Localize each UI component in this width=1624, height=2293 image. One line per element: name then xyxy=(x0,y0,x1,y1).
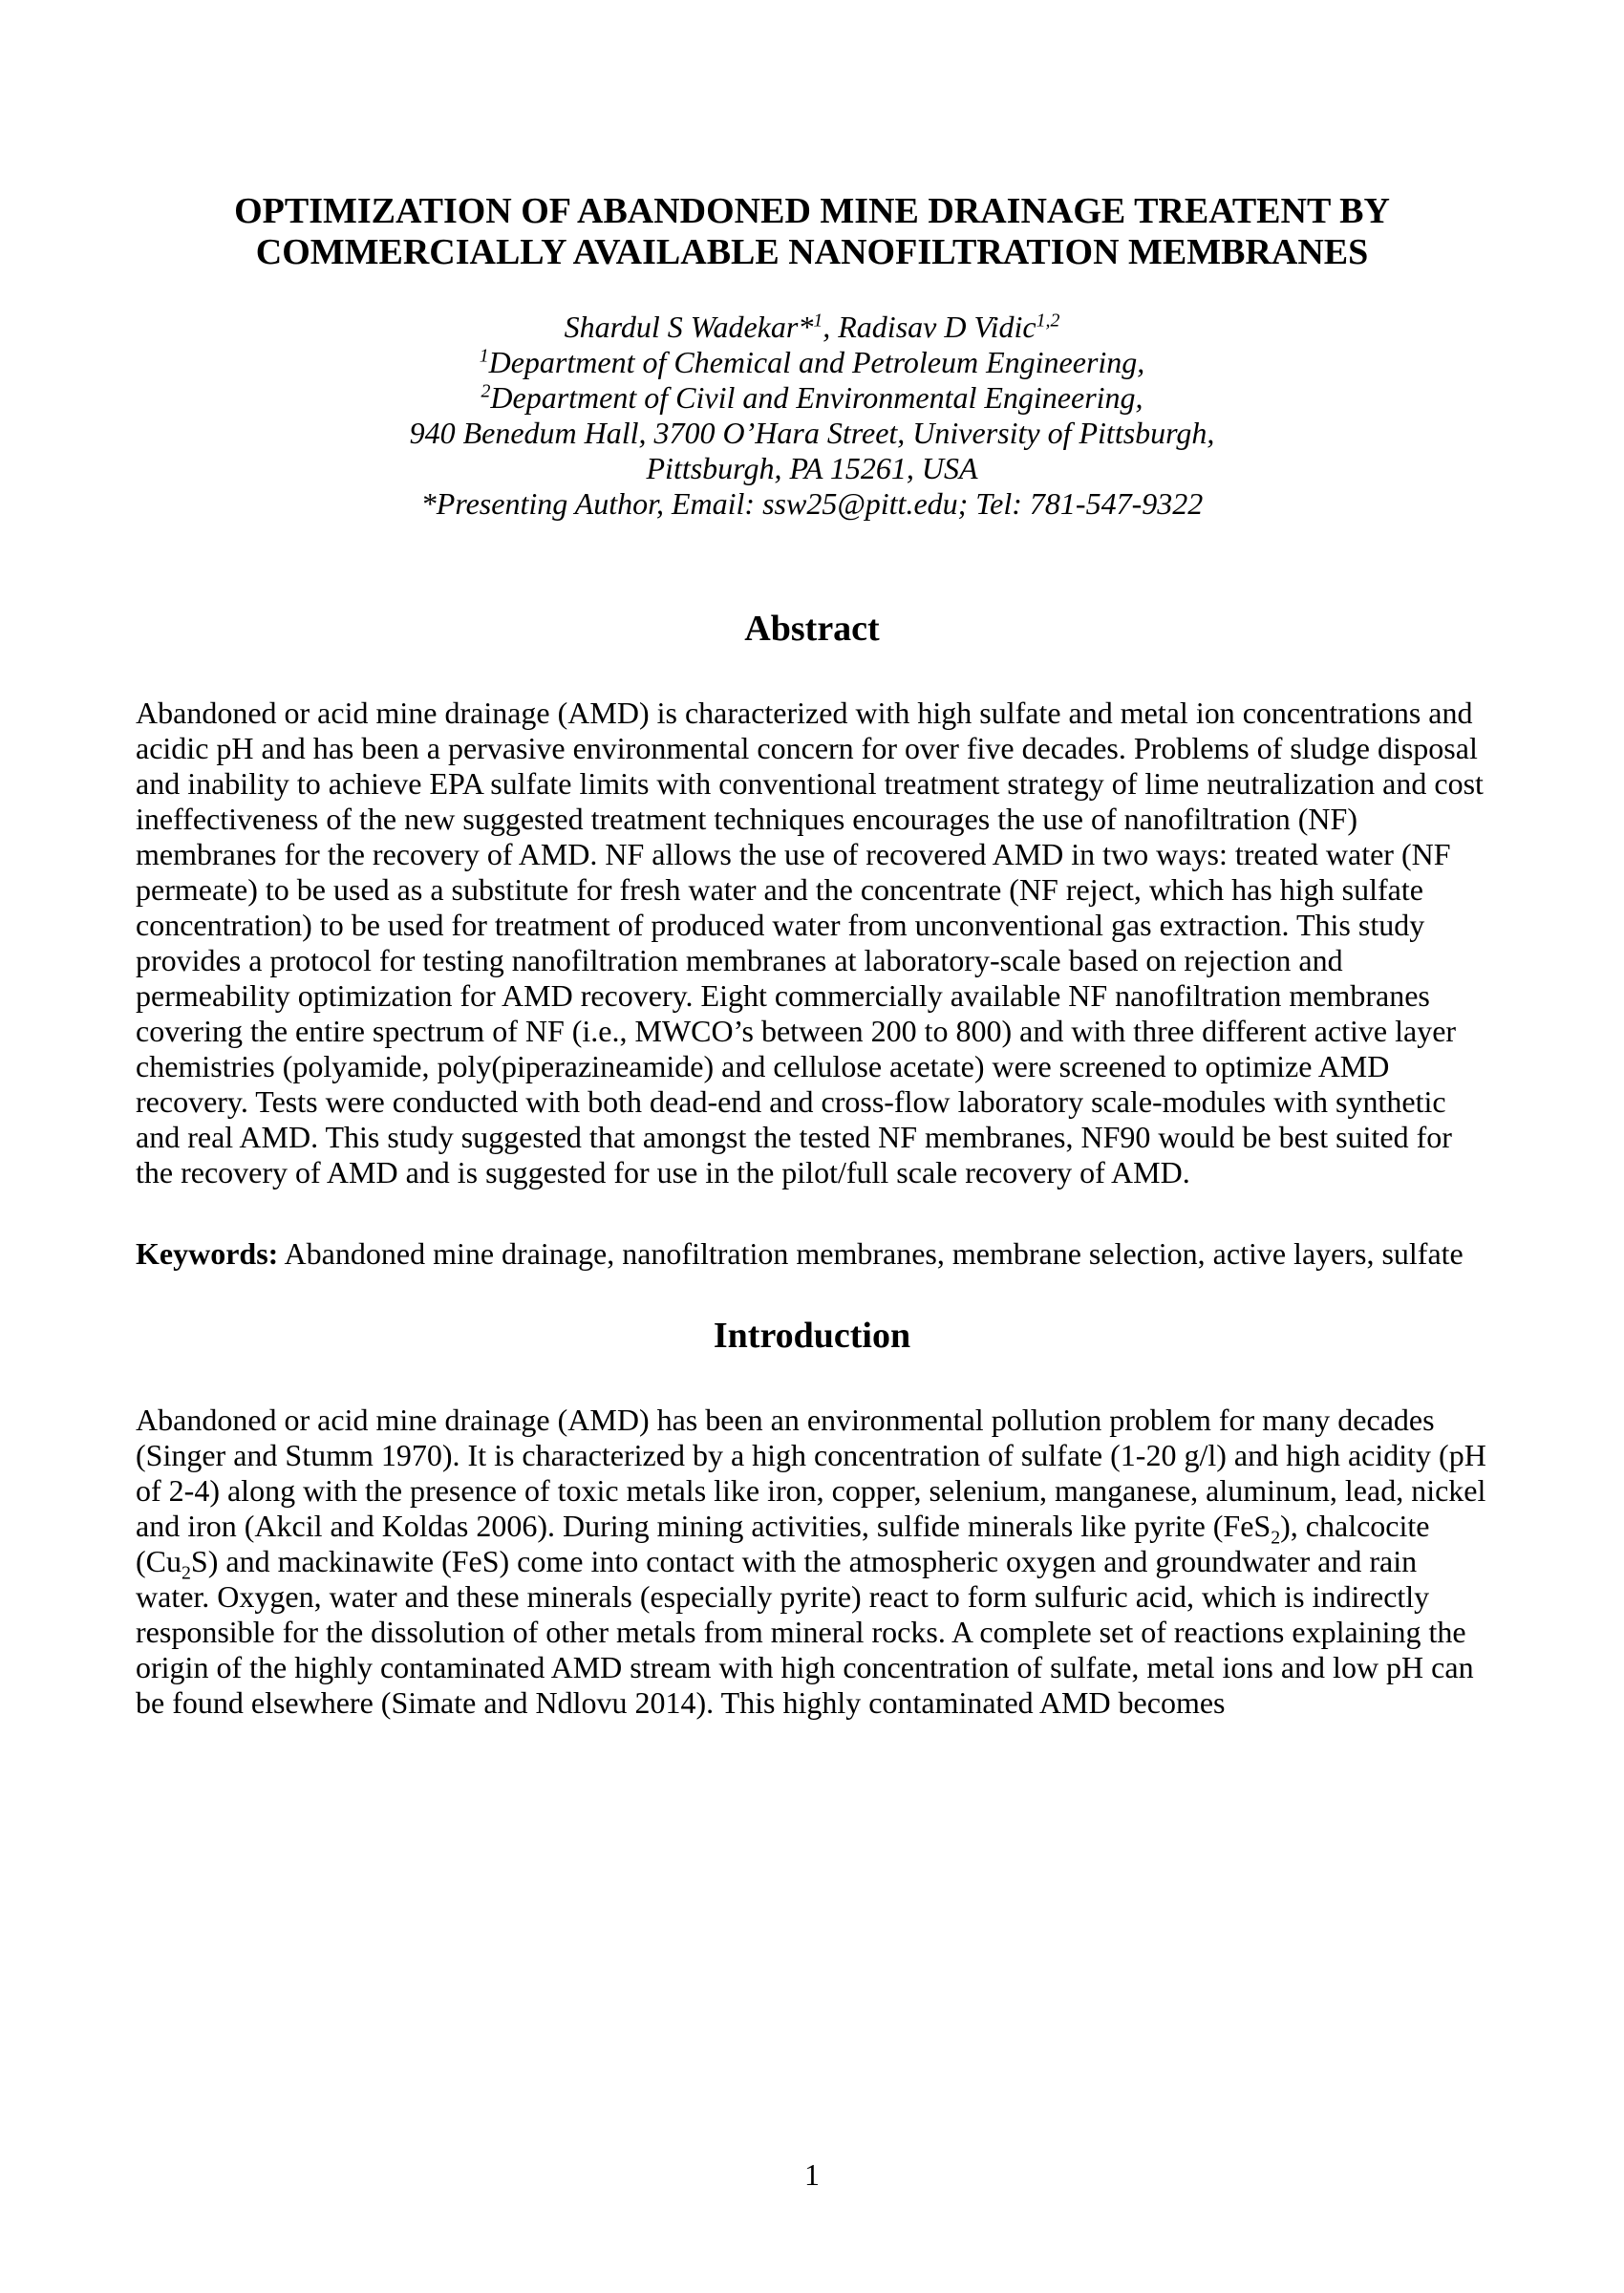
city-line: Pittsburgh, PA 15261, USA xyxy=(646,451,978,485)
title-line-1: OPTIMIZATION OF ABANDONED MINE DRAINAGE TREATENT BY xyxy=(234,191,1390,231)
address-line: 940 Benedum Hall, 3700 O’Hara Street, University of Pittsburgh, xyxy=(409,416,1215,450)
abstract-paragraph: Abandoned or acid mine drainage (AMD) is characterized with high sulfate and metal ion concentrations and acidic pH and has been a pervasive environmental concern for over five decades. Problems of sludge disposal and inability to achieve EPA sulfate limits with conventional treatment strategy of lime neutralization and cost ineffectiveness of the new suggested treatment techniques encourages the use of nanofiltration (NF) membranes for the recovery of AMD. NF allows the use of recovered AMD in two ways: treated water (NF permeate) to be used as a substitute for fresh water and the concentrate (NF reject, which has high sulfate concentration) to be used for treatment of produced water from unconventional gas extraction. This study provides a protocol for testing nanofiltration membranes at laboratory-scale based on rejection and permeability optimization for AMD recovery. Eight commercially available NF nanofiltration membranes covering the entire spectrum of NF (i.e., MWCO’s between 200 to 800) and with three different active layer chemistries (polyamide, poly(piperazineamide) and cellulose acetate) were screened to optimize AMD recovery. Tests were conducted with both dead-end and cross-flow laboratory scale-modules with synthetic and real AMD. This study suggested that amongst the tested NF membranes, NF90 would be best suited for the recovery of AMD and is suggested for use in the pilot/full scale recovery of AMD. xyxy=(136,696,1484,1189)
keywords-label: Keywords: xyxy=(136,1236,279,1271)
contact-line: *Presenting Author, Email: ssw25@pitt.edu; Tel: 781-547-9322 xyxy=(420,486,1204,521)
author-line xyxy=(136,310,1488,345)
paper-page xyxy=(0,191,1624,2192)
introduction-paragraph xyxy=(136,1403,1488,1721)
author-block xyxy=(136,310,1488,522)
pyrite-subscript: 2 xyxy=(1271,1527,1281,1549)
affiliation-1 xyxy=(136,345,1488,380)
chalcocite-subscript: 2 xyxy=(182,1562,191,1584)
introduction-heading: Introduction xyxy=(713,1316,911,1356)
abstract-heading: Abstract xyxy=(744,609,880,649)
affiliation-1-marker: 1 xyxy=(479,345,489,367)
page-number: 1 xyxy=(804,2157,820,2192)
author-2-name: , Radisav D Vidic xyxy=(823,310,1036,344)
affiliation-2 xyxy=(136,380,1488,416)
introduction-text-2: ), chalcocite (Cu xyxy=(136,1509,1430,1578)
introduction-text-3: S) and mackinawite (FeS) come into contact with the atmospheric oxygen and groundwater and rain water. Oxygen, water and these minerals (especially pyrite) react to form sulfuric acid, which is indirectly responsible for the dissolution of other metals from mineral rocks. A complete set of reactions explaining the origin of the highly contaminated AMD stream with high concentration of sulfate, metal ions and low pH can be found elsewhere (Simate and Ndlovu 2014). This highly contaminated AMD becomes xyxy=(136,1544,1474,1720)
page-title xyxy=(136,191,1488,273)
introduction-text-1: Abandoned or acid mine drainage (AMD) has been an environmental pollution problem for many decades (Singer and Stumm 1970). It is characterized by a high concentration of sulfate (1-20 g/l) and high acidity (pH of 2-4) along with the presence of toxic metals like iron, copper, selenium, manganese, aluminum, lead, nickel and iron (Akcil and Koldas 2006). During mining activities, sulfide minerals like pyrite (FeS xyxy=(136,1403,1486,1543)
author-1-affiliation-marker: 1 xyxy=(813,310,823,332)
affiliation-2-text: Department of Civil and Environmental Engineering, xyxy=(490,380,1143,415)
keywords-text: Abandoned mine drainage, nanofiltration membranes, membrane selection, active layers, sulfate xyxy=(278,1236,1464,1271)
keywords-line xyxy=(136,1236,1488,1272)
title-line-2: COMMERCIALLY AVAILABLE NANOFILTRATION MEMBRANES xyxy=(255,232,1369,272)
author-2-affiliation-marker: 1,2 xyxy=(1036,310,1060,332)
author-1-name: Shardul S Wadekar* xyxy=(564,310,814,344)
affiliation-1-text: Department of Chemical and Petroleum Engineering, xyxy=(488,345,1145,379)
affiliation-2-marker: 2 xyxy=(481,380,491,402)
